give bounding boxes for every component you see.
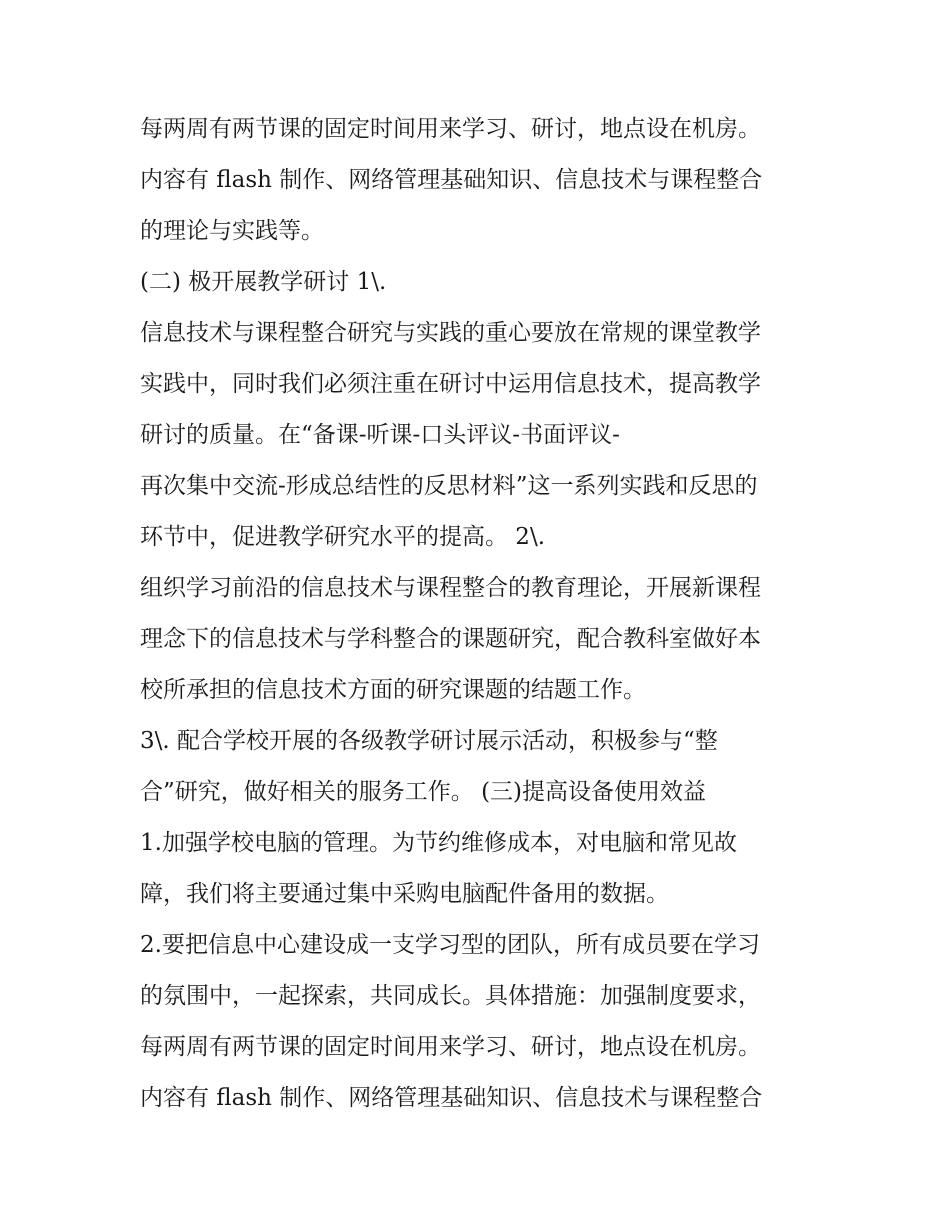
text-line: 的氛围中，一起探索，共同成长。具体措施：加强制度要求，: [140, 983, 761, 1009]
text-line: 3\. 配合学校开展的各级教学研讨展示活动，积极参与“整: [140, 728, 718, 754]
text-line: 1.加强学校电脑的管理。为节约维修成本，对电脑和常见故: [140, 830, 737, 856]
section-heading-line: (二) 极开展教学研讨 1\.: [140, 269, 387, 295]
text-line: 障，我们将主要通过集中采购电脑配件备用的数据。: [140, 881, 669, 907]
text-line: 环节中，促进教学研究水平的提高。 2\.: [140, 524, 546, 550]
text-line: 研讨的质量。在“备课-听课-口头评议-书面评议-: [140, 422, 620, 448]
text-line: 的理论与实践等。: [140, 218, 324, 244]
text-line: 信息技术与课程整合研究与实践的重心要放在常规的课堂教学: [140, 320, 761, 346]
text-line: 每两周有两节课的固定时间用来学习、研讨，地点设在机房。: [140, 1034, 761, 1060]
text-line: 理念下的信息技术与学科整合的课题研究，配合教科室做好本: [140, 626, 761, 652]
text-line: 内容有 flash 制作、网络管理基础知识、信息技术与课程整合: [140, 167, 763, 193]
text-line: 组织学习前沿的信息技术与课程整合的教育理论，开展新课程: [140, 575, 761, 601]
text-line: 2.要把信息中心建设成一支学习型的团队，所有成员要在学习: [140, 932, 760, 958]
text-line: 实践中，同时我们必须注重在研讨中运用信息技术，提高教学: [140, 371, 761, 397]
text-line: 内容有 flash 制作、网络管理基础知识、信息技术与课程整合: [140, 1085, 763, 1111]
text-line: 再次集中交流-形成总结性的反思材料”这一系列实践和反思的: [140, 473, 758, 499]
text-line: 合”研究，做好相关的服务工作。 (三)提高设备使用效益: [140, 779, 707, 805]
document-body: [140, 104, 820, 1124]
text-line: 校所承担的信息技术方面的研究课题的结题工作。: [140, 677, 646, 703]
text-line: 每两周有两节课的固定时间用来学习、研讨，地点设在机房。: [140, 116, 761, 142]
